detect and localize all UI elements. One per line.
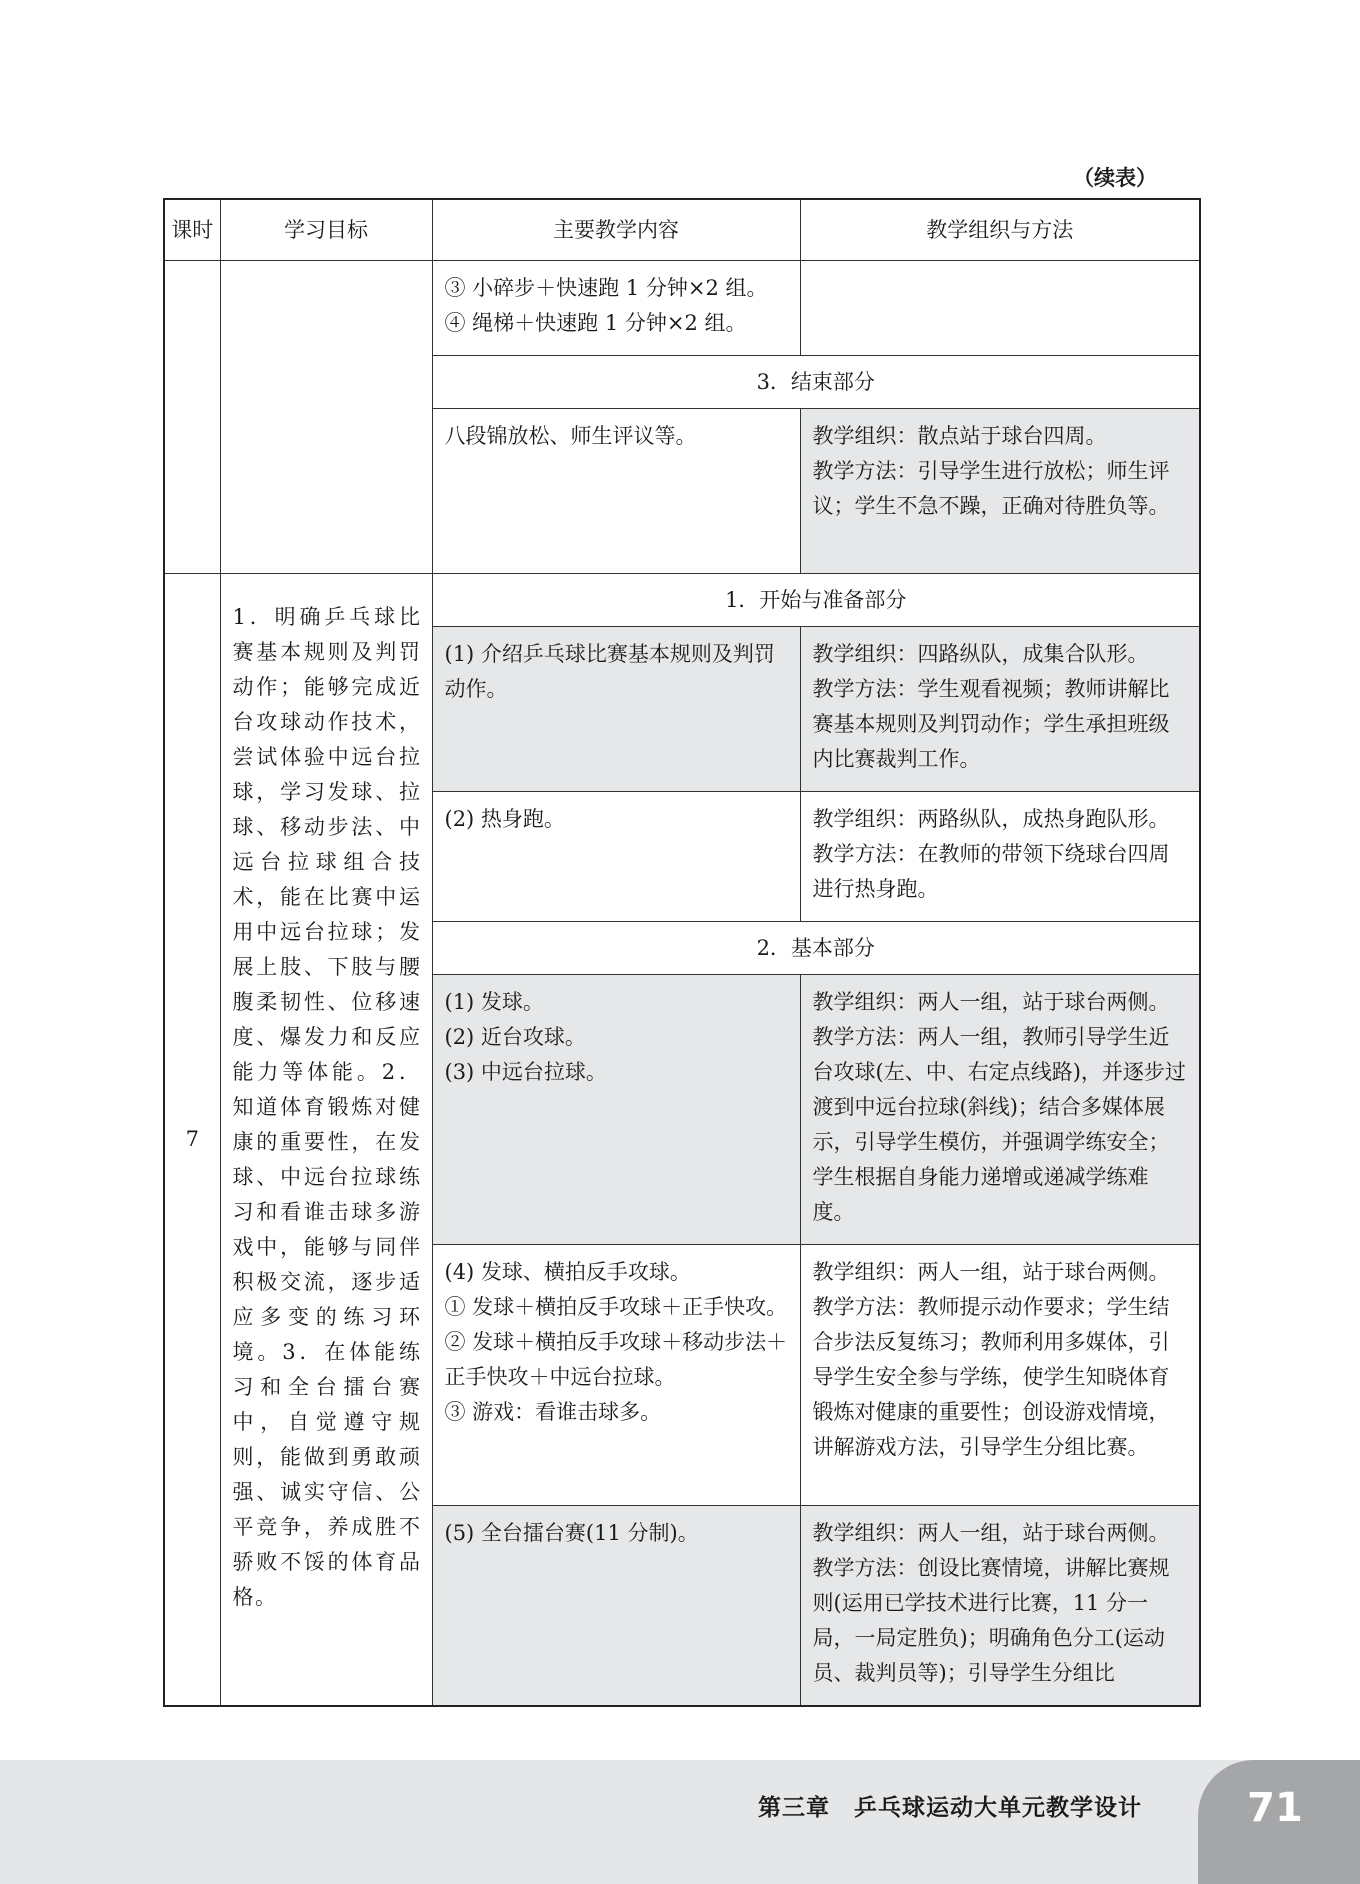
end-content-cell: 八段锦放松、师生评议等。	[432, 409, 800, 574]
method-line: 教学组织：散点站于球台四周。	[812, 424, 1107, 448]
content-line: ① 发球＋横拍反手攻球＋正手快攻。	[444, 1295, 788, 1319]
table-header-row	[164, 199, 1200, 261]
method-line: 教学组织：四路纵队，成集合队形。	[812, 642, 1149, 666]
lesson-hour: 7	[164, 574, 220, 1707]
table-row	[164, 574, 1200, 627]
method-line: 教学方法：在教师的带领下绕球台四周进行热身跑。	[812, 842, 1170, 901]
row3-method	[800, 975, 1200, 1245]
header-content: 主要教学内容	[432, 199, 800, 261]
content-line: ③ 小碎步＋快速跑 1 分钟×2 组。	[444, 276, 768, 300]
content-line: (1) 发球。	[444, 990, 544, 1014]
header-goals: 学习目标	[220, 199, 432, 261]
header-hour: 课时	[164, 199, 220, 261]
section-basic-title: 2．基本部分	[432, 922, 1200, 975]
prev-content-cell	[432, 261, 800, 356]
end-method-cell	[800, 409, 1200, 574]
row4-method	[800, 1245, 1200, 1506]
row1-content: (1) 介绍乒乓球比赛基本规则及判罚动作。	[432, 627, 800, 792]
method-line: 教学方法：两人一组，教师引导学生近台攻球(左、中、右定点线路)，并逐步过渡到中远台拉球(斜线)；结合多媒体展示，引导学生模仿，并强调学练安全；学生根据自身能力递增或递减学练难度。	[812, 1025, 1186, 1224]
content-line: ② 发球＋横拍反手攻球＋移动步法＋正手快攻＋中远台拉球。	[444, 1330, 788, 1389]
method-line: 教学方法：创设比赛情境，讲解比赛规则(运用已学技术进行比赛，11 分一局，一局定胜负)；明确角色分工(运动员、裁判员等)；引导学生分组比	[812, 1556, 1170, 1685]
row2-content: (2) 热身跑。	[432, 792, 800, 922]
content-line: ③ 游戏：看谁击球多。	[444, 1400, 662, 1424]
row5-method	[800, 1506, 1200, 1707]
chapter-title: 第三章 乒乓球运动大单元教学设计	[758, 1795, 1142, 1821]
row5-content: (5) 全台擂台赛(11 分制)。	[432, 1506, 800, 1707]
row4-content	[432, 1245, 800, 1506]
row3-content	[432, 975, 800, 1245]
content-line: (3) 中远台拉球。	[444, 1060, 607, 1084]
method-line: 教学组织：两人一组，站于球台两侧。	[812, 1260, 1170, 1284]
learning-goals: 1．明确乒乓球比赛基本规则及判罚动作；能够完成近台攻球动作技术，尝试体验中远台拉球，学习发球、拉球、移动步法、中远台拉球组合技术，能在比赛中运用中远台拉球；发展上肢、下肢与腰腹柔韧性、位移速度、爆发力和反应能力等体能。2．知道体育锻炼对健康的重要性，在发球、中远台拉球练习和看谁击球多游戏中，能够与同伴积极交流，逐步适应多变的练习环境。3．在体能练习和全台擂台赛中，自觉遵守规则，能做到勇敢顽强、诚实守信、公平竞争，养成胜不骄败不馁的体育品格。	[220, 574, 432, 1707]
row2-method	[800, 792, 1200, 922]
prev-hour-cell	[164, 261, 220, 574]
row1-method	[800, 627, 1200, 792]
content-line: ④ 绳梯＋快速跑 1 分钟×2 组。	[444, 311, 747, 335]
section-start-title: 1．开始与准备部分	[432, 574, 1200, 627]
content-line: (2) 近台攻球。	[444, 1025, 586, 1049]
method-line: 教学方法：引导学生进行放松；师生评议；学生不急不躁，正确对待胜负等。	[812, 459, 1170, 518]
header-method: 教学组织与方法	[800, 199, 1200, 261]
prev-method-cell	[800, 261, 1200, 356]
table-row	[164, 261, 1200, 356]
method-line: 教学组织：两路纵队，成热身跑队形。	[812, 807, 1170, 831]
content-line: (4) 发球、横拍反手攻球。	[444, 1260, 691, 1284]
method-line: 教学组织：两人一组，站于球台两侧。	[812, 1521, 1170, 1545]
method-line: 教学组织：两人一组，站于球台两侧。	[812, 990, 1170, 1014]
section-end-title: 3．结束部分	[432, 356, 1200, 409]
method-line: 教学方法：教师提示动作要求；学生结合步法反复练习；教师利用多媒体，引导学生安全参与学练，使学生知晓体育锻炼对健康的重要性；创设游戏情境，讲解游戏方法，引导学生分组比赛。	[812, 1295, 1170, 1459]
lesson-plan-table	[163, 198, 1201, 1707]
method-line: 教学方法：学生观看视频；教师讲解比赛基本规则及判罚动作；学生承担班级内比赛裁判工作。	[812, 677, 1170, 771]
page-number: 71	[1247, 1785, 1303, 1831]
prev-goals-cell	[220, 261, 432, 574]
continued-note: （续表）	[1073, 166, 1157, 190]
